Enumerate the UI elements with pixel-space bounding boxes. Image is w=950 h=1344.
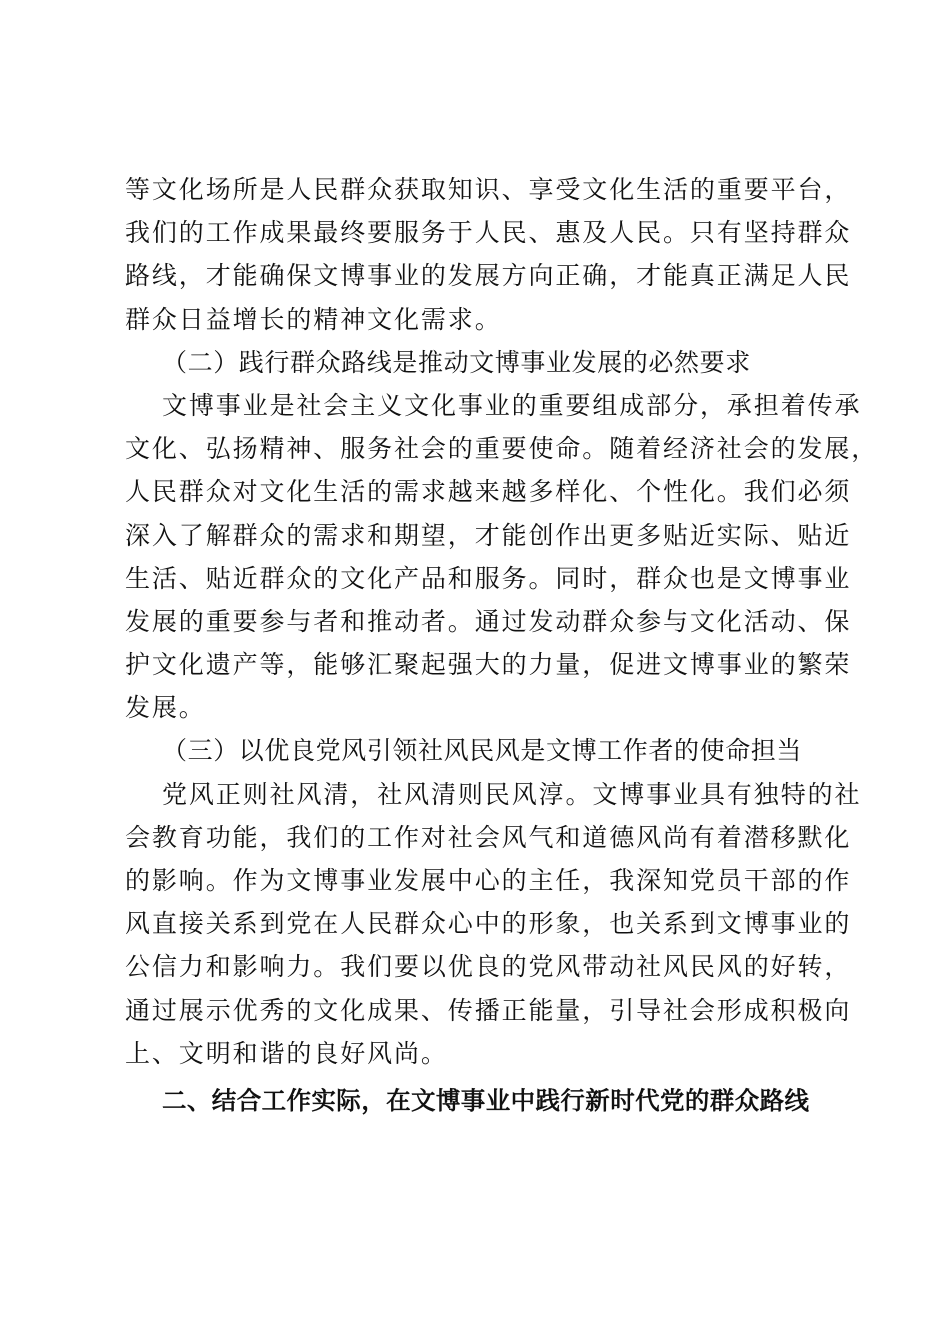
text-line: 生活、贴近群众的文化产品和服务。同时，群众也是文博事业	[125, 563, 852, 593]
text-line: 公信力和影响力。我们要以优良的党风带动社风民风的好转，	[125, 952, 852, 982]
text-line: 护文化遗产等，能够汇聚起强大的力量，促进文博事业的繁荣	[125, 650, 852, 680]
text-line: 风直接关系到党在人民群众心中的形象，也关系到文博事业的	[125, 909, 852, 939]
text-line: 的影响。作为文博事业发展中心的主任，我深知党员干部的作	[125, 866, 852, 895]
paragraph-party-style	[125, 773, 862, 1075]
section-heading-two: 二、结合工作实际，在文博事业中践行新时代党的群众路线	[162, 1085, 810, 1115]
text-line: 发展的重要参与者和推动者。通过发动群众参与文化活动、保	[125, 606, 852, 636]
paragraph-mass-line-requirement	[125, 384, 879, 730]
subheading-two: （二）践行群众路线是推动文博事业发展的必然要求	[162, 347, 751, 377]
text-line: 等文化场所是人民群众获取知识、享受文化生活的重要平台，	[125, 175, 852, 204]
text-line: 发展。	[125, 693, 206, 723]
text-line: 上、文明和谐的良好风尚。	[125, 1038, 448, 1068]
text-line: 路线，才能确保文博事业的发展方向正确，才能真正满足人民	[125, 261, 852, 291]
text-line: 文博事业是社会主义文化事业的重要组成部分，承担着传承	[162, 390, 862, 420]
text-line: 通过展示优秀的文化成果、传播正能量，引导社会形成积极向	[125, 995, 852, 1025]
text-line: 群众日益增长的精神文化需求。	[125, 304, 502, 334]
text-line: 党风正则社风清，社风清则民风淳。文博事业具有独特的社	[162, 779, 862, 809]
text-line: 文化、弘扬精神、服务社会的重要使命。随着经济社会的发展，	[125, 434, 879, 464]
text-line: 人民群众对文化生活的需求越来越多样化、个性化。我们必须	[125, 477, 852, 507]
text-line: 深入了解群众的需求和期望，才能创作出更多贴近实际、贴近	[125, 520, 852, 550]
document-body	[125, 168, 879, 1123]
text-line: 会教育功能，我们的工作对社会风气和道德风尚有着潜移默化	[125, 822, 852, 852]
paragraph-cultural-venues	[125, 168, 852, 341]
text-line: 我们的工作成果最终要服务于人民、惠及人民。只有坚持群众	[125, 218, 852, 248]
subheading-three: （三）以优良党风引领社风民风是文博工作者的使命担当	[162, 736, 803, 766]
